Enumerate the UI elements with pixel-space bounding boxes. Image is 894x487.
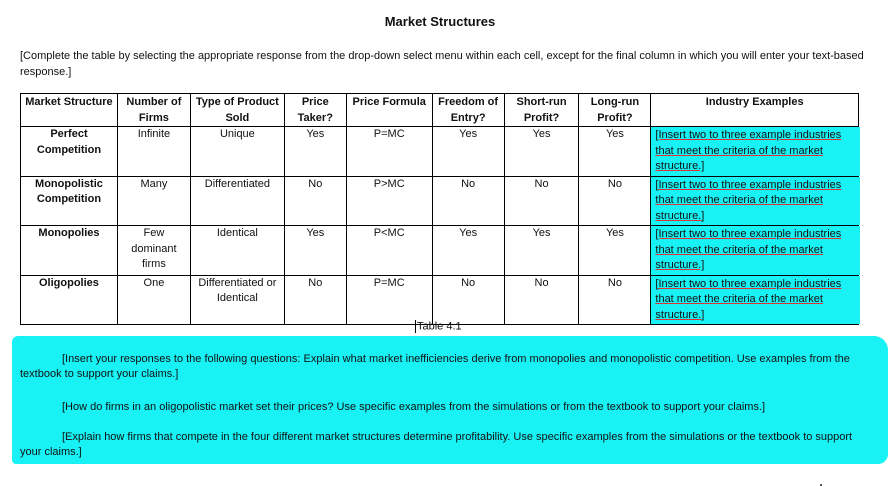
text-cursor (415, 320, 416, 333)
price-taker-select[interactable]: No (284, 176, 346, 226)
response-question-1[interactable]: [Insert your responses to the following questions: Explain what market inefficiencies derive from monopolies and monopolistic competition. Use examples from the textbook to support your claims.] (20, 353, 850, 380)
price-formula-select[interactable]: P=MC (346, 127, 432, 177)
long-run-profit-select[interactable]: No (579, 176, 651, 226)
header-market-structure: Market Structure (21, 94, 118, 127)
response-question-2[interactable]: [How do firms in an oligopolistic market set their prices? Use specific examples from the simulations or from the textbook to support your claims.] (62, 401, 766, 413)
market-structures-table (20, 93, 859, 325)
price-taker-select[interactable]: Yes (284, 226, 346, 276)
table-row (21, 226, 859, 276)
stray-mark (820, 484, 822, 486)
long-run-profit-select[interactable]: Yes (579, 127, 651, 177)
industry-examples-field[interactable] (651, 275, 859, 325)
row-structure-label: Monopolistic Competition (21, 176, 118, 226)
price-formula-select[interactable]: P<MC (346, 226, 432, 276)
number-of-firms-select[interactable]: Many (117, 176, 190, 226)
product-type-select[interactable]: Identical (190, 226, 284, 276)
table-row (21, 127, 859, 177)
industry-examples-text: [Insert two to three example industries that meet the criteria of the market structure.] (655, 178, 842, 222)
document-title: Market Structures (384, 14, 496, 29)
freedom-of-entry-select[interactable]: Yes (432, 127, 504, 177)
industry-examples-field[interactable] (651, 127, 859, 177)
table-caption (415, 320, 462, 333)
header-long-run-profit: Long-run Profit? (579, 94, 651, 127)
price-taker-select[interactable]: Yes (284, 127, 346, 177)
number-of-firms-select[interactable] (117, 226, 190, 276)
instructions-text: [Complete the table by selecting the appropriate response from the drop-down select menu within each cell, except for the final column in which you will enter your text-based response.] (20, 50, 864, 78)
industry-examples-field[interactable] (651, 226, 859, 276)
header-industry-examples: Industry Examples (651, 94, 859, 127)
freedom-of-entry-select[interactable]: Yes (432, 226, 504, 276)
product-type-select[interactable]: Differentiated or Identical (190, 275, 284, 325)
industry-examples-text: [Insert two to three example industries that meet the criteria of the market structure.] (655, 129, 842, 172)
number-of-firms-select[interactable]: One (117, 275, 190, 325)
short-run-profit-select[interactable]: Yes (504, 226, 579, 276)
header-price-formula: Price Formula (346, 94, 432, 127)
header-freedom-of-entry: Freedom of Entry? (432, 94, 504, 127)
header-price-taker: Price Taker? (284, 94, 346, 127)
table-header-row (21, 94, 859, 127)
price-formula-select[interactable]: P=MC (346, 275, 432, 325)
long-run-profit-select[interactable]: Yes (579, 226, 651, 276)
product-type-select[interactable]: Differentiated (190, 176, 284, 226)
number-of-firms-text: Few dominant firms (131, 227, 177, 270)
row-structure-label: Oligopolies (21, 275, 118, 325)
table-row (21, 176, 859, 226)
short-run-profit-select[interactable]: No (504, 176, 579, 226)
long-run-profit-select[interactable]: No (579, 275, 651, 325)
short-run-profit-select[interactable]: Yes (504, 127, 579, 177)
product-type-select[interactable]: Unique (190, 127, 284, 177)
table-caption-text: Table 4.1 (417, 320, 462, 333)
industry-examples-text: [Insert two to three example industries that meet the criteria of the market structure.] (655, 228, 842, 271)
industry-examples-text: [Insert two to three example industries that meet the criteria of the market structure.] (655, 277, 842, 321)
row-structure-label: Perfect Competition (21, 127, 118, 177)
freedom-of-entry-select[interactable]: No (432, 176, 504, 226)
industry-examples-field[interactable] (651, 176, 859, 226)
short-run-profit-select[interactable]: No (504, 275, 579, 325)
table-row (21, 275, 859, 325)
number-of-firms-select[interactable]: Infinite (117, 127, 190, 177)
header-number-of-firms: Number of Firms (117, 94, 190, 127)
response-question-3[interactable]: [Explain how firms that compete in the four different market structures determine profitability. Use specific examples from the simulations or the textbook to support your claims.] (20, 431, 853, 458)
price-taker-select[interactable]: No (284, 275, 346, 325)
header-short-run-profit: Short-run Profit? (504, 94, 579, 127)
freedom-of-entry-select[interactable]: No (432, 275, 504, 325)
row-structure-label: Monopolies (21, 226, 118, 276)
header-type-of-product: Type of Product Sold (190, 94, 284, 127)
price-formula-select[interactable]: P>MC (346, 176, 432, 226)
